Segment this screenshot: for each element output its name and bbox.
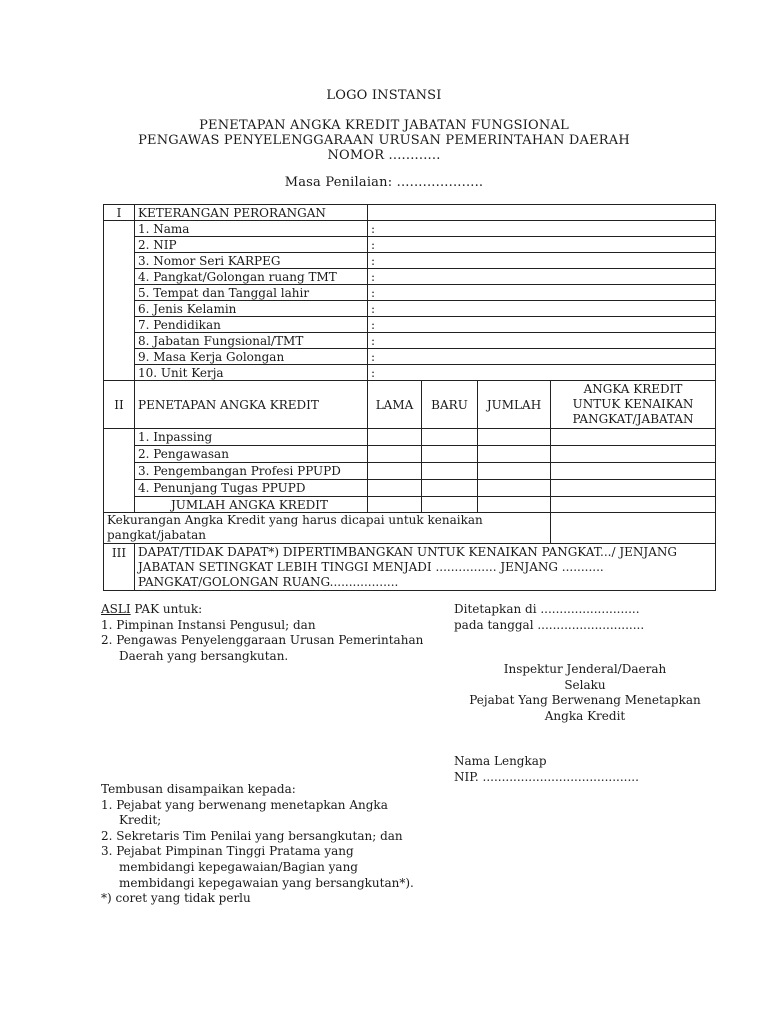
section-1-title: KETERANGAN PERORANGAN xyxy=(135,205,368,221)
credit-item-label: 3. Pengembangan Profesi PPUPD xyxy=(135,463,368,480)
credit-item-label: 1. Inpassing xyxy=(135,429,368,446)
field-row-nama xyxy=(104,221,716,237)
original-recipient-item-cont: Daerah yang bersangkutan. xyxy=(119,648,289,663)
signer-title: Angka Kredit xyxy=(544,708,626,723)
field-value[interactable]: : xyxy=(368,253,716,269)
field-row-unit-kerja xyxy=(104,365,716,381)
section-3-decision: DAPAT/TIDAK DAPAT*) DIPERTIMBANGKAN UNTUK KENAIKAN PANGKAT.../ JENJANG JABATAN SETINGKAT LEBIH TINGGI MENJADI ................ JENJANG ........... PANGKAT/GOLONGAN RUANG.................. xyxy=(135,544,716,591)
enactment-place: Ditetapkan di .......................... xyxy=(454,602,640,616)
field-label: 3. Nomor Seri KARPEG xyxy=(135,253,368,269)
enactment-date: pada tanggal ............................ xyxy=(454,617,645,632)
credit-form-table xyxy=(103,204,716,591)
field-value[interactable]: : xyxy=(368,221,716,237)
original-recipients-heading: ASLI PAK untuk: xyxy=(101,602,203,616)
copies-heading: Tembusan disampaikan kepada: xyxy=(101,782,296,796)
field-value[interactable]: : xyxy=(368,301,716,317)
document-title-line-1: PENETAPAN ANGKA KREDIT JABATAN FUNGSIONAL xyxy=(199,118,569,133)
copies-item: 3. Pejabat Pimpinan Tinggi Pratama yang xyxy=(101,844,354,859)
field-label: 5. Tempat dan Tanggal lahir xyxy=(135,285,368,301)
credit-total-label: JUMLAH ANGKA KREDIT xyxy=(135,497,368,513)
section-2-title: PENETAPAN ANGKA KREDIT xyxy=(135,381,368,429)
field-row-pangkat xyxy=(104,269,716,285)
credit-item-label: 4. Penunjang Tugas PPUPD xyxy=(135,480,368,497)
field-value[interactable]: : xyxy=(368,317,716,333)
copies-block xyxy=(101,782,414,907)
original-recipients xyxy=(101,602,423,664)
field-row-jenis-kelamin xyxy=(104,301,716,317)
field-label: 2. NIP xyxy=(135,237,368,253)
logo-placeholder: LOGO INSTANSI xyxy=(326,88,442,103)
credit-item-label: 2. Pengawasan xyxy=(135,446,368,463)
assessment-period: Masa Penilaian: .................... xyxy=(284,175,484,190)
field-value[interactable]: : xyxy=(368,285,716,301)
field-label: 7. Pendidikan xyxy=(135,317,368,333)
field-value[interactable]: : xyxy=(368,365,716,381)
section-1-header-row xyxy=(104,205,716,221)
field-row-ttl xyxy=(104,285,716,301)
signer-identity xyxy=(454,754,639,785)
credit-row-pengawasan xyxy=(104,446,716,463)
section-2-header-row xyxy=(104,381,716,429)
credit-row-inpassing xyxy=(104,429,716,446)
field-value[interactable]: : xyxy=(368,349,716,365)
field-row-jabatan xyxy=(104,333,716,349)
section-3-number: III xyxy=(104,544,135,591)
credit-shortfall-label: Kekurangan Angka Kredit yang harus dicapai untuk kenaikan pangkat/jabatan xyxy=(104,513,551,544)
copies-item: 2. Sekretaris Tim Penilai yang bersangkutan; dan xyxy=(101,828,403,843)
copies-item: 1. Pejabat yang berwenang menetapkan Angka xyxy=(101,797,388,812)
field-label: 6. Jenis Kelamin xyxy=(135,301,368,317)
field-label: 10. Unit Kerja xyxy=(135,365,368,381)
section-3-row xyxy=(104,544,716,591)
field-row-masa-kerja xyxy=(104,349,716,365)
field-value[interactable]: : xyxy=(368,333,716,349)
section-1-number: I xyxy=(104,205,135,221)
document-title-line-2: PENGAWAS PENYELENGGARAAN URUSAN PEMERINTAHAN DAERAH xyxy=(138,133,630,148)
credit-row-pengembangan xyxy=(104,463,716,480)
field-label: 1. Nama xyxy=(135,221,368,237)
signer-name: Nama Lengkap xyxy=(454,754,547,768)
credit-total-row xyxy=(104,497,716,513)
field-value[interactable]: : xyxy=(368,269,716,285)
column-header-angka-kredit: ANGKA KREDIT UNTUK KENAIKAN PANGKAT/JABATAN xyxy=(551,381,716,429)
field-row-pendidikan xyxy=(104,317,716,333)
copies-item-cont: membidangi kepegawaian yang bersangkutan*). xyxy=(119,875,414,890)
copies-item-cont: Kredit; xyxy=(119,813,162,828)
column-header-baru: BARU xyxy=(422,381,478,429)
copies-item-cont: membidangi kepegawaian/Bagian yang xyxy=(119,859,358,874)
document-number: NOMOR ............ xyxy=(327,148,441,163)
field-row-karpeg xyxy=(104,253,716,269)
original-recipient-item: 1. Pimpinan Instansi Pengusul; dan xyxy=(101,617,316,632)
enactment-info xyxy=(454,602,644,633)
footnote: *) coret yang tidak perlu xyxy=(101,891,251,906)
credit-row-penunjang xyxy=(104,480,716,497)
signer-title: Pejabat Yang Berwenang Menetapkan xyxy=(469,693,701,708)
field-label: 9. Masa Kerja Golongan xyxy=(135,349,368,365)
field-label: 4. Pangkat/Golongan ruang TMT xyxy=(135,269,368,285)
signer-nip: NIP. ......................................... xyxy=(454,769,639,784)
credit-shortfall-row xyxy=(104,513,716,544)
column-header-lama: LAMA xyxy=(368,381,422,429)
column-header-jumlah: JUMLAH xyxy=(478,381,551,429)
section-2-number: II xyxy=(104,381,135,429)
signer-block xyxy=(454,662,716,724)
signer-title: Inspektur Jenderal/Daerah xyxy=(503,662,667,676)
field-label: 8. Jabatan Fungsional/TMT xyxy=(135,333,368,349)
signer-title: Selaku xyxy=(564,677,606,692)
original-recipient-item: 2. Pengawas Penyelenggaraan Urusan Pemerintahan xyxy=(101,633,424,648)
field-row-nip xyxy=(104,237,716,253)
field-value[interactable]: : xyxy=(368,237,716,253)
